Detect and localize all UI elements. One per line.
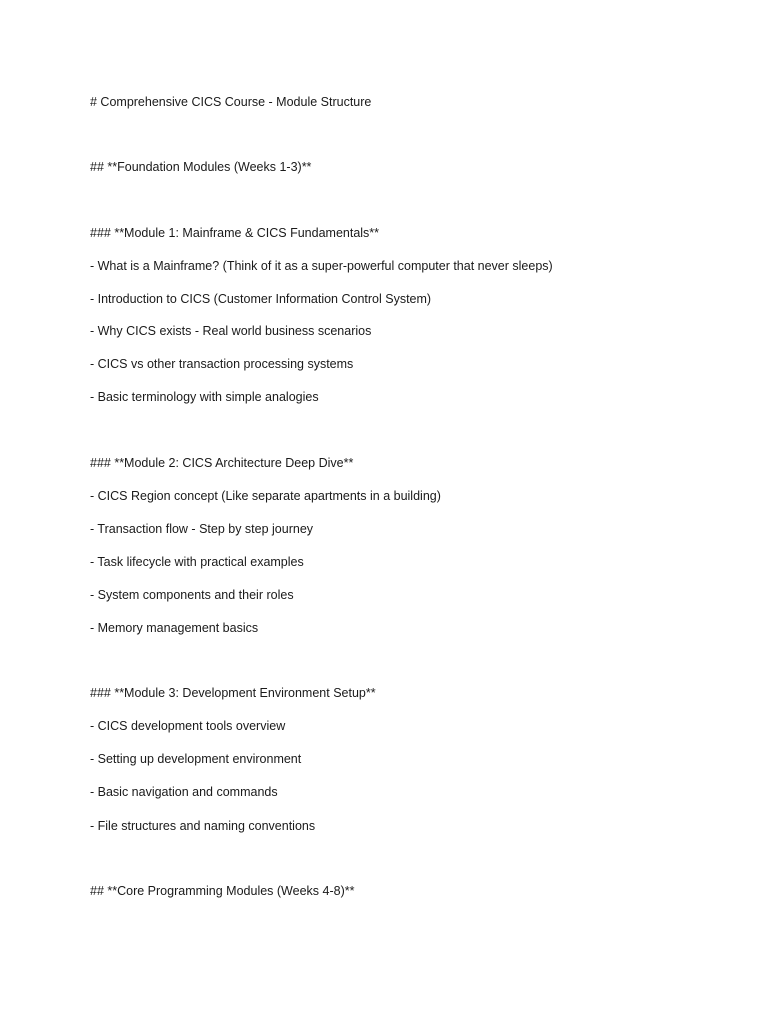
module-2-heading: ### **Module 2: CICS Architecture Deep Dive**	[90, 456, 354, 470]
list-item: - Memory management basics	[90, 621, 259, 635]
list-item: - CICS Region concept (Like separate apartments in a building)	[90, 489, 441, 503]
section-heading-foundation: ## **Foundation Modules (Weeks 1-3)**	[90, 160, 312, 174]
module-3-heading: ### **Module 3: Development Environment Setup**	[90, 686, 376, 700]
list-item: - Introduction to CICS (Customer Information Control System)	[90, 292, 432, 306]
list-item: - What is a Mainframe? (Think of it as a super-powerful computer that never sleeps)	[90, 259, 553, 273]
section-heading-core: ## **Core Programming Modules (Weeks 4-8)**	[90, 884, 355, 898]
list-item: - CICS development tools overview	[90, 719, 286, 733]
list-item: - CICS vs other transaction processing systems	[90, 357, 354, 371]
list-item: - File structures and naming conventions	[90, 819, 316, 833]
module-1-heading: ### **Module 1: Mainframe & CICS Fundamentals**	[90, 226, 380, 240]
list-item: - Task lifecycle with practical examples	[90, 555, 304, 569]
document-title: # Comprehensive CICS Course - Module Structure	[90, 95, 372, 109]
list-item: - Transaction flow - Step by step journey	[90, 522, 314, 536]
list-item: - System components and their roles	[90, 588, 294, 602]
list-item: - Setting up development environment	[90, 752, 302, 766]
list-item: - Basic navigation and commands	[90, 785, 278, 799]
list-item: - Why CICS exists - Real world business scenarios	[90, 324, 372, 338]
list-item: - Basic terminology with simple analogies	[90, 390, 319, 404]
